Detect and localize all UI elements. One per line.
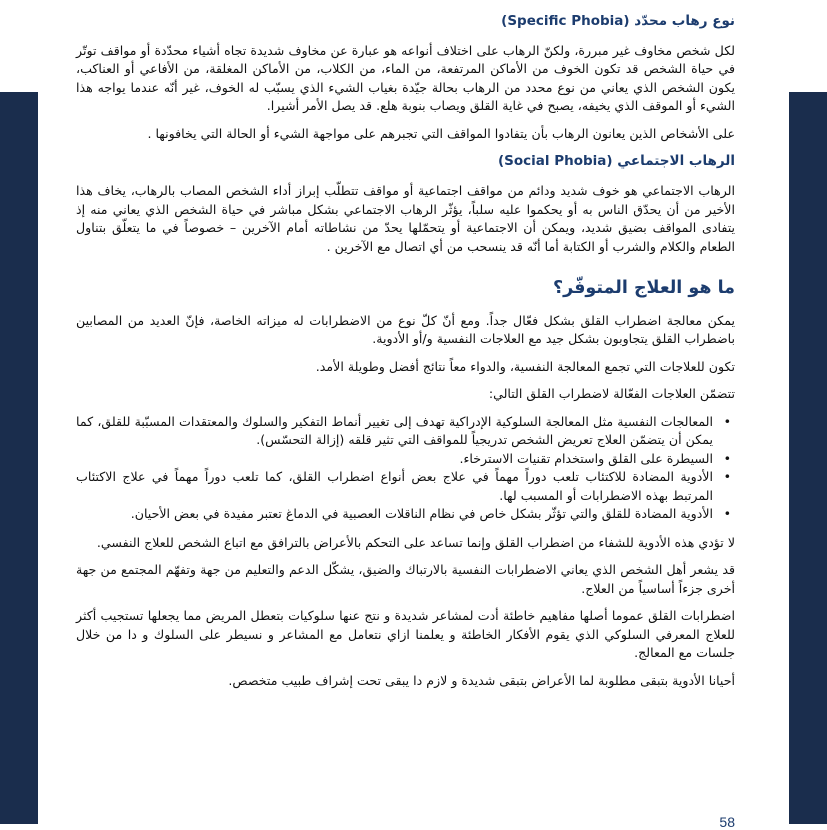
right-decorative-bar xyxy=(789,92,827,824)
treatment-list-item: • المعالجات النفسية مثل المعالجة السلوكية الإدراكية تهدف إلى تغيير أنماط التفكير والسلوك والمعتقدات المسبّبة للقلق، كما يمكن أن يتضمّن العلاج تعريض الشخص تدريجياً للمواقف التي تثير قلقه (إزالة التحسّس). xyxy=(76,413,713,450)
medication-note-paragraph: لا تؤدي هذه الأدوية للشفاء من اضطراب القلق وإنما تساعد على التحكم بالأعراض بالترافق مع اتباع الشخص للعلاج النفسي. xyxy=(96,534,735,550)
specific-phobia-heading: نوع رهاب محدّد (Specific Phobia) xyxy=(501,13,735,29)
specific-phobia-advice: على الأشخاص الذين يعانون الرهاب بأن يتفادوا المواقف التي تجبرهم على مواجهة الشيء أو الحالة التي يخافونها . xyxy=(147,125,735,141)
left-decorative-bar xyxy=(0,92,38,824)
treatment-heading: ما هو العلاج المتوفّر؟ xyxy=(552,278,735,299)
treatment-list-intro: تتضمّن العلاجات الفعّالة لاضطراب القلق التالي: xyxy=(488,386,735,402)
social-phobia-heading: الرهاب الاجتماعي (Social Phobia) xyxy=(497,153,735,170)
document-body xyxy=(76,6,735,699)
treatment-list-item: • السيطرة على القلق واستخدام تقنيات الاسترخاء. xyxy=(76,450,713,469)
treatment-intro-paragraph: يمكن معالجة اضطراب القلق بشكل فعّال جداً. ومع أنّ كلّ نوع من الاضطرابات له ميزاته الخاصة، فإنّ العديد من المصابين باضطراب القلق يتجاوبون بشكل جيد مع العلاجات النفسية و/أو الأدوية. xyxy=(76,312,735,347)
treatment-list-item: • الأدوية المضادة للقلق والتي تؤثّر بشكل خاص في نظام الناقلات العصبية في الدماغ تعتبر مفيدة في بعض الأحيان. xyxy=(76,505,713,524)
family-support-paragraph: قد يشعر أهل الشخص الذي يعاني الاضطرابات النفسية بالارتباك والضيق، يشكّل الدعم والتعليم من جهة وتفهّم المجتمع من جهة أخرى جزءاً أساسياً من العلاج. xyxy=(76,562,735,596)
specific-phobia-paragraph: لكل شخص مخاوف غير مبررة، ولكنّ الرهاب على اختلاف أنواعه هو عبارة عن مخاوف شديدة تجاه أشياء محدّدة أو مواقف توتّر في حياة الشخص قد تكون الخوف من الأماكن المرتفعة، من الماء، من الكلاب، من الأماكن المغلقة، من الأفاعي أو العناكب، يكون الشخص الذي يعاني من نوع محدد من الرهاب بحالة جيّدة بغياب الشيء الذي يسبّب له الخوف، غير أنّه عندما يواجه هذا الشيء أو الموقف الذي يخيفه، يصبح في غاية القلق ويصاب بنوبة هلع. قد يصل الأمر أشيرا. xyxy=(76,42,735,114)
medication-supervision-paragraph: أحيانا الأدوية بتبقى مطلوبة لما الأعراض بتبقى شديدة و لازم دا يبقى تحت إشراف طبيب متخصص. xyxy=(228,672,735,688)
combined-treatment-paragraph: تكون للعلاجات التي تجمع المعالجة النفسية، والدواء معاً نتائج أفضل وطويلة الأمد. xyxy=(315,358,735,374)
social-phobia-paragraph: الرهاب الاجتماعي هو خوف شديد ودائم من مواقف اجتماعية أو مواقف تتطلّب إبراز أداء الشخص المصاب بالرهاب، يخاف هذا الأخير من أن يحدّق الناس به أو يحكموا عليه سلباً، يؤثّر الرهاب الاجتماعي بشكل مباشر في حياة الشخص الذي يعاني منه إذ يتفادى المواقف بضيق شديد، ويمكن أن الاجتماعية أو يتحمّلها يحدّ من نشاطاته أمام الآخرين – خصوصاً في ما يتعلّق بتناول الطعام والكلام والشرب أو الكتابة أما أنّه قد ينسحب من أي اتصال مع الآخرين . xyxy=(76,183,735,254)
treatment-list-item: • الأدوية المضادة للاكتئاب تلعب دوراً مهماً في علاج بعض أنواع اضطراب القلق، كما تلعب دوراً مهماً في علاج الاكتئاب المرتبط بهذه الاضطرابات أو المسبب لها. xyxy=(76,468,713,505)
page-number: 58 xyxy=(719,814,735,830)
treatment-list xyxy=(76,413,735,524)
cbt-paragraph: اضطرابات القلق عموما أصلها مفاهيم خاطئة أدت لمشاعر شديدة و نتج عنها سلوكيات بتعطل المريض مما يجعلها تستجيب أكثر للعلاج المعرفي السلوكي الذي يقوم الأفكار الخاطئة و يعلمنا ازاي نتعامل مع المشاعر و نسيطر على السلوك و دا من خلال جلسات مع المعالج. xyxy=(76,608,735,661)
